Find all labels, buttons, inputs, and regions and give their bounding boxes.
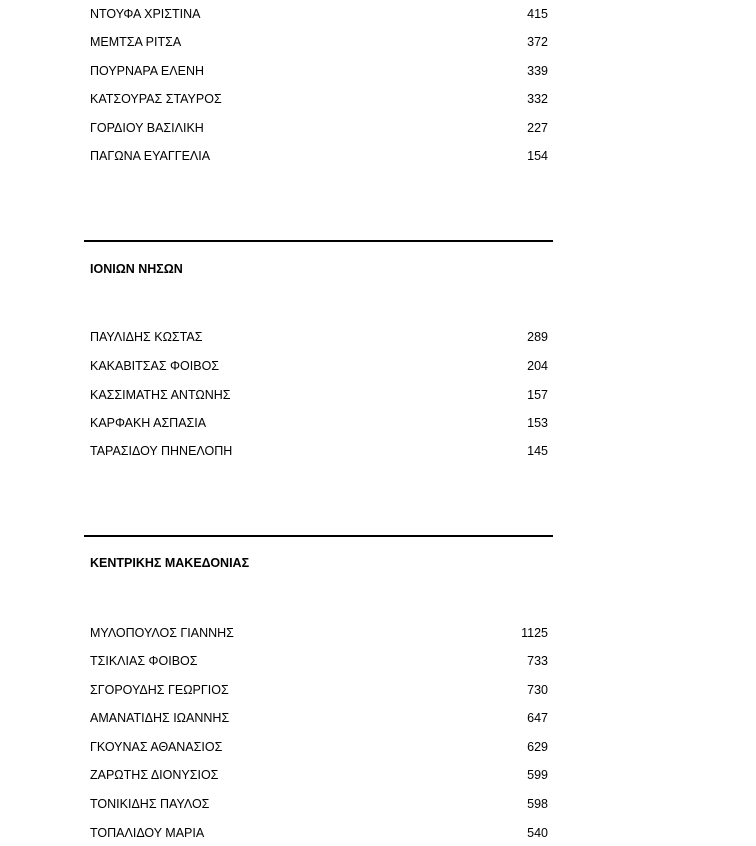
candidate-row xyxy=(90,4,548,24)
candidate-name: ΠΟΥΡΝΑΡΑ ΕΛΕΝΗ xyxy=(90,64,204,78)
candidate-name: ΓΟΡΔΙΟΥ ΒΑΣΙΛΙΚΗ xyxy=(90,121,204,135)
candidate-votes: 339 xyxy=(527,64,548,78)
candidate-name: ΚΑΚΑΒΙΤΣΑΣ ΦΟΙΒΟΣ xyxy=(90,359,220,373)
candidate-votes: 204 xyxy=(527,359,548,373)
candidate-votes: 1125 xyxy=(521,626,548,640)
candidate-name: ΜΥΛΟΠΟΥΛΟΣ ΓΙΑΝΝΗΣ xyxy=(90,626,234,640)
candidate-row xyxy=(90,823,548,843)
candidate-votes: 647 xyxy=(527,711,548,725)
candidate-name: ΚΑΡΦΑΚΗ ΑΣΠΑΣΙΑ xyxy=(90,416,207,430)
candidate-name: ΤΑΡΑΣΙΔΟΥ ΠΗΝΕΛΟΠΗ xyxy=(90,444,233,458)
candidate-votes: 730 xyxy=(527,683,548,697)
candidate-name: ΠΑΓΩΝΑ ΕΥΑΓΓΕΛΙΑ xyxy=(90,149,211,163)
candidate-row xyxy=(90,708,548,728)
candidate-row xyxy=(90,794,548,814)
candidate-row xyxy=(90,118,548,138)
candidate-name: ΓΚΟΥΝΑΣ ΑΘΑΝΑΣΙΟΣ xyxy=(90,740,223,754)
candidate-row xyxy=(90,680,548,700)
candidate-votes: 157 xyxy=(527,388,548,402)
candidate-votes: 540 xyxy=(527,826,548,840)
candidate-name: ΣΓΟΡΟΥΔΗΣ ΓΕΩΡΓΙΟΣ xyxy=(90,683,229,697)
section-divider xyxy=(84,535,553,537)
candidate-name: ΝΤΟΥΦΑ ΧΡΙΣΤΙΝΑ xyxy=(90,7,201,21)
candidate-row xyxy=(90,737,548,757)
candidate-votes: 599 xyxy=(527,768,548,782)
candidate-row xyxy=(90,441,548,461)
candidate-name: ΜΕΜΤΣΑ ΡΙΤΣΑ xyxy=(90,35,182,49)
candidate-name: ΖΑΡΩΤΗΣ ΔΙΟΝΥΣΙΟΣ xyxy=(90,768,219,782)
candidate-votes: 733 xyxy=(527,654,548,668)
candidate-row xyxy=(90,146,548,166)
candidate-row xyxy=(90,651,548,671)
candidate-votes: 332 xyxy=(527,92,548,106)
candidate-row xyxy=(90,623,548,643)
candidate-row xyxy=(90,765,548,785)
candidate-name: ΤΣΙΚΛΙΑΣ ΦΟΙΒΟΣ xyxy=(90,654,198,668)
candidate-votes: 598 xyxy=(527,797,548,811)
candidate-row xyxy=(90,61,548,81)
candidate-row xyxy=(90,356,548,376)
candidate-row xyxy=(90,32,548,52)
candidate-name: ΤΟΝΙΚΙΔΗΣ ΠΑΥΛΟΣ xyxy=(90,797,210,811)
candidate-row xyxy=(90,89,548,109)
candidate-row xyxy=(90,413,548,433)
candidate-name: ΠΑΥΛΙΔΗΣ ΚΩΣΤΑΣ xyxy=(90,330,203,344)
candidate-votes: 629 xyxy=(527,740,548,754)
candidate-votes: 372 xyxy=(527,35,548,49)
candidate-votes: 153 xyxy=(527,416,548,430)
region-title: ΙΟΝΙΩΝ ΝΗΣΩΝ xyxy=(90,262,183,276)
region-title: ΚΕΝΤΡΙΚΗΣ ΜΑΚΕΔΟΝΙΑΣ xyxy=(90,556,250,570)
candidate-votes: 145 xyxy=(527,444,548,458)
candidate-row xyxy=(90,327,548,347)
candidate-votes: 415 xyxy=(527,7,548,21)
candidate-name: ΚΑΣΣΙΜΑΤΗΣ ΑΝΤΩΝΗΣ xyxy=(90,388,231,402)
candidate-name: ΚΑΤΣΟΥΡΑΣ ΣΤΑΥΡΟΣ xyxy=(90,92,222,106)
candidate-votes: 154 xyxy=(527,149,548,163)
candidate-name: ΑΜΑΝΑΤΙΔΗΣ ΙΩΑΝΝΗΣ xyxy=(90,711,230,725)
candidate-name: ΤΟΠΑΛΙΔΟΥ ΜΑΡΙΑ xyxy=(90,826,205,840)
candidate-votes: 289 xyxy=(527,330,548,344)
section-divider xyxy=(84,240,553,242)
candidate-row xyxy=(90,385,548,405)
candidate-votes: 227 xyxy=(527,121,548,135)
